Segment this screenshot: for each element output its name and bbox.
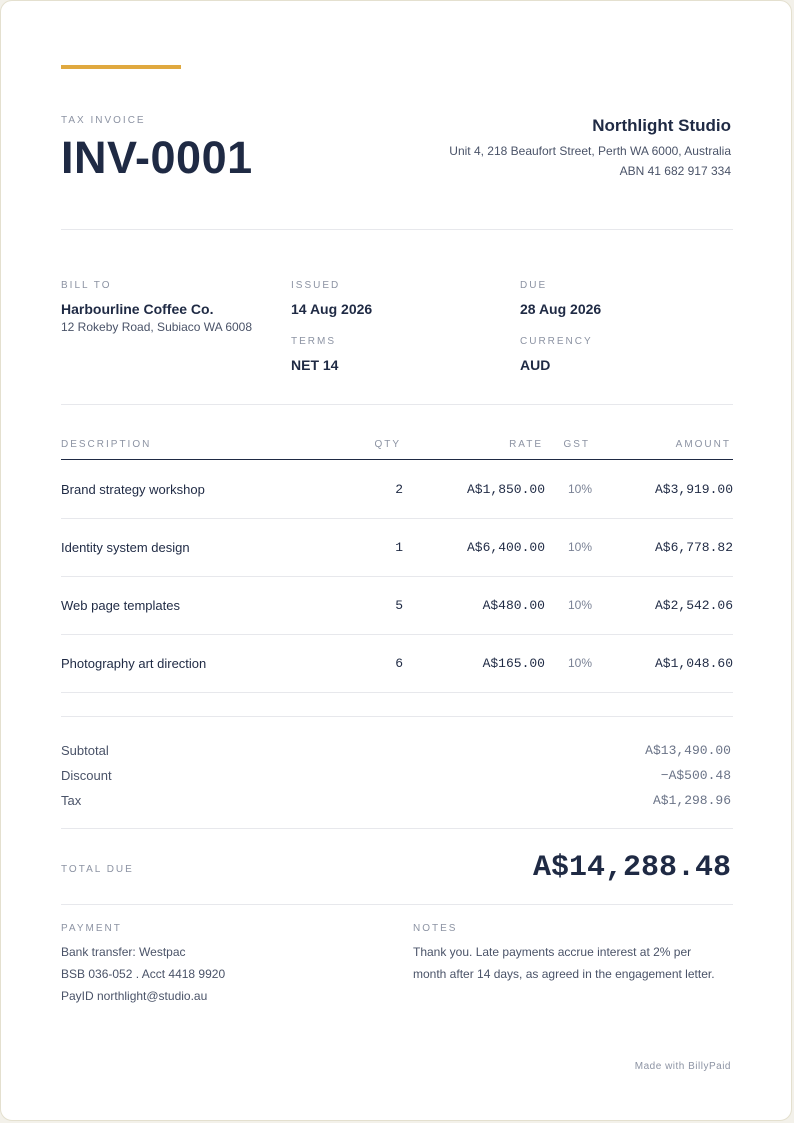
tax-value: A$1,298.96 (652, 793, 731, 808)
row-description: Photography art direction (61, 656, 207, 671)
table-row (61, 576, 733, 635)
row-amount: A$2,542.06 (654, 598, 733, 613)
bill-to-address: 12 Rokeby Road, Subiaco WA 6008 (61, 320, 253, 334)
row-description: Web page templates (61, 598, 180, 613)
row-qty: 5 (395, 598, 403, 613)
payment-account: BSB 036-052 . Acct 4418 9920 (61, 967, 226, 981)
total-due-label: TOTAL DUE (61, 864, 134, 875)
row-gst: 10% (567, 540, 592, 554)
due-label: DUE (520, 280, 548, 291)
total-due-amount: A$14,288.48 (532, 851, 731, 885)
document-type-label: TAX INVOICE (61, 115, 146, 126)
column-header-rate: RATE (509, 439, 543, 450)
currency-label: CURRENCY (520, 336, 593, 347)
column-header-amount: AMOUNT (675, 439, 731, 450)
subtotal-label: Subtotal (61, 743, 109, 758)
tax-label: Tax (61, 793, 82, 808)
divider (61, 229, 733, 230)
row-rate: A$6,400.00 (466, 540, 545, 555)
terms-label: TERMS (291, 336, 336, 347)
row-description: Identity system design (61, 540, 190, 555)
made-with-credit: Made with BillyPaid (634, 1061, 731, 1072)
row-qty: 6 (395, 656, 403, 671)
divider (61, 716, 733, 717)
currency-value: AUD (520, 357, 551, 373)
row-amount: A$6,778.82 (654, 540, 733, 555)
payment-payid: PayID northlight@studio.au (61, 989, 208, 1003)
row-gst: 10% (567, 598, 592, 612)
column-header-gst: GST (563, 439, 590, 450)
vendor-address: Unit 4, 218 Beaufort Street, Perth WA 6000, Australia (449, 144, 731, 158)
row-description: Brand strategy workshop (61, 482, 205, 497)
subtotal-value: A$13,490.00 (645, 743, 731, 758)
accent-bar (61, 65, 181, 69)
divider (61, 904, 733, 905)
terms-value: NET 14 (291, 357, 339, 373)
row-gst: 10% (567, 656, 592, 670)
issued-label: ISSUED (291, 280, 341, 291)
payment-label: PAYMENT (61, 923, 122, 934)
row-rate: A$1,850.00 (466, 482, 545, 497)
divider (61, 404, 733, 405)
divider (61, 828, 733, 829)
notes-label: NOTES (413, 923, 458, 934)
discount-label: Discount (61, 768, 112, 783)
table-row (61, 634, 733, 693)
row-rate: A$165.00 (482, 656, 545, 671)
column-header-qty: QTY (374, 439, 401, 450)
table-row (61, 460, 733, 519)
row-gst: 10% (567, 482, 592, 496)
table-row (61, 518, 733, 577)
row-amount: A$1,048.60 (654, 656, 733, 671)
row-qty: 2 (395, 482, 403, 497)
row-amount: A$3,919.00 (654, 482, 733, 497)
issued-date: 14 Aug 2026 (291, 301, 373, 317)
bill-to-label: BILL TO (61, 280, 112, 291)
vendor-name: Northlight Studio (592, 116, 731, 135)
discount-value: −A$500.48 (660, 768, 731, 783)
due-date: 28 Aug 2026 (520, 301, 602, 317)
row-qty: 1 (395, 540, 403, 555)
vendor-abn: ABN 41 682 917 334 (619, 164, 731, 178)
column-header-description: DESCRIPTION (61, 439, 152, 450)
payment-bank: Bank transfer: Westpac (61, 945, 186, 959)
row-rate: A$480.00 (482, 598, 545, 613)
notes-text: Thank you. Late payments accrue interest at 2% per month after 14 days, as agreed in the engagement letter. (413, 945, 715, 981)
bill-to-name: Harbourline Coffee Co. (61, 301, 214, 317)
invoice-number: INV-0001 (61, 132, 253, 183)
